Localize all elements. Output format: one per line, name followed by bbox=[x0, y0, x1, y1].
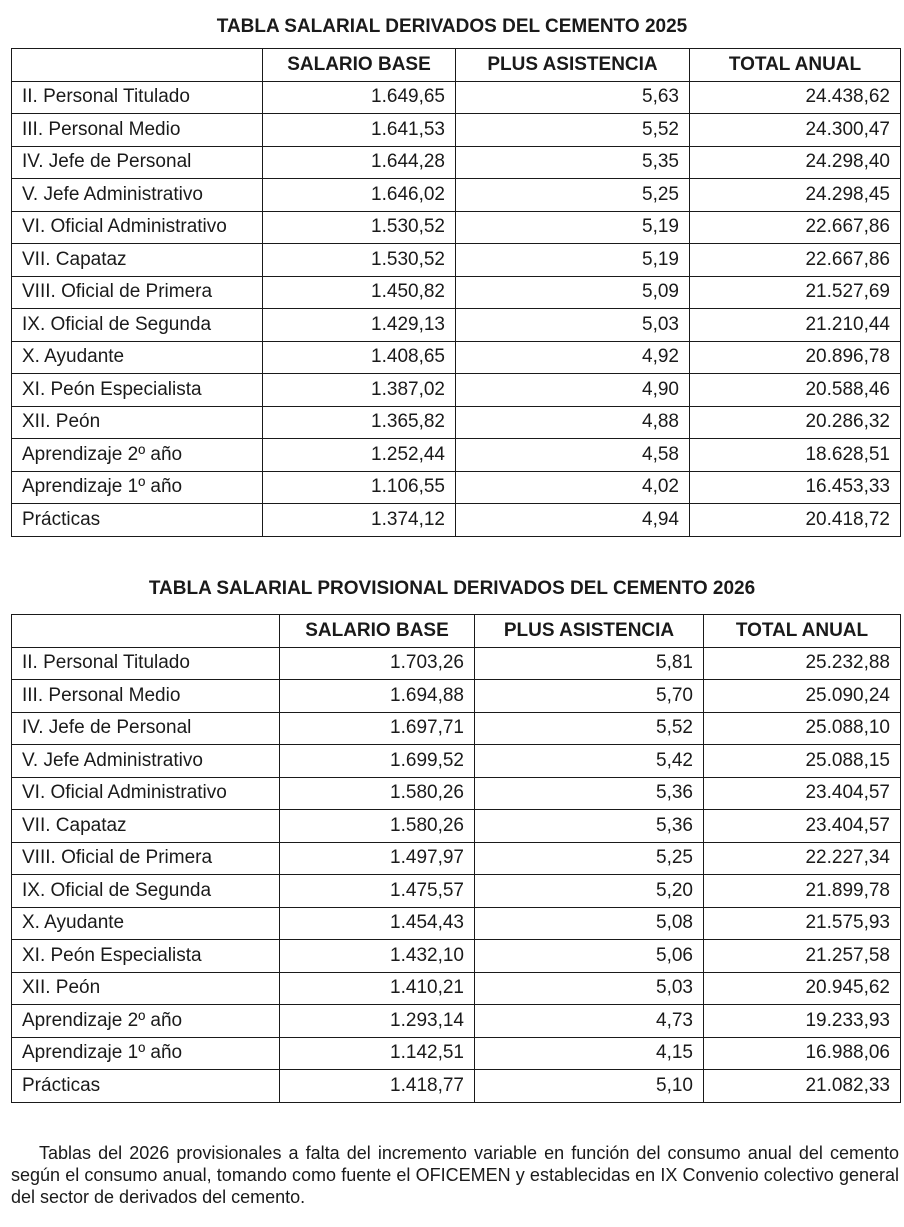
total-anual-cell: 24.298,45 bbox=[690, 179, 901, 212]
category-cell: XI. Peón Especialista bbox=[12, 940, 280, 973]
category-cell: X. Ayudante bbox=[12, 907, 280, 940]
salary-table-2025 bbox=[11, 48, 901, 537]
plus-asistencia-cell: 5,36 bbox=[475, 777, 704, 810]
salario-base-cell: 1.293,14 bbox=[280, 1005, 475, 1038]
category-cell: IV. Jefe de Personal bbox=[12, 146, 263, 179]
header-total-anual: TOTAL ANUAL bbox=[704, 615, 901, 648]
table-2025-title: TABLA SALARIAL DERIVADOS DEL CEMENTO 2025 bbox=[216, 16, 688, 37]
salario-base-cell: 1.410,21 bbox=[280, 972, 475, 1005]
category-cell: V. Jefe Administrativo bbox=[12, 745, 280, 778]
table-row bbox=[12, 745, 901, 778]
plus-asistencia-cell: 5,10 bbox=[475, 1070, 704, 1103]
category-cell: III. Personal Medio bbox=[12, 114, 263, 147]
salario-base-cell: 1.252,44 bbox=[263, 439, 456, 472]
total-anual-cell: 16.988,06 bbox=[704, 1037, 901, 1070]
salario-base-cell: 1.497,97 bbox=[280, 842, 475, 875]
category-cell: X. Ayudante bbox=[12, 341, 263, 374]
table-row bbox=[12, 940, 901, 973]
table-row bbox=[12, 1037, 901, 1070]
salario-base-cell: 1.454,43 bbox=[280, 907, 475, 940]
salario-base-cell: 1.450,82 bbox=[263, 276, 456, 309]
plus-asistencia-cell: 5,08 bbox=[475, 907, 704, 940]
category-cell: VII. Capataz bbox=[12, 810, 280, 843]
salario-base-cell: 1.418,77 bbox=[280, 1070, 475, 1103]
plus-asistencia-cell: 5,25 bbox=[456, 179, 690, 212]
table-2026-title: TABLA SALARIAL PROVISIONAL DERIVADOS DEL CEMENTO 2026 bbox=[148, 578, 756, 599]
category-cell: Prácticas bbox=[12, 1070, 280, 1103]
header-plus-asistencia: PLUS ASISTENCIA bbox=[475, 615, 704, 648]
table-row bbox=[12, 647, 901, 680]
total-anual-cell: 20.418,72 bbox=[690, 504, 901, 537]
category-cell: Prácticas bbox=[12, 504, 263, 537]
category-cell: IV. Jefe de Personal bbox=[12, 712, 280, 745]
plus-asistencia-cell: 5,81 bbox=[475, 647, 704, 680]
table-row bbox=[12, 1070, 901, 1103]
salario-base-cell: 1.580,26 bbox=[280, 777, 475, 810]
plus-asistencia-cell: 5,19 bbox=[456, 211, 690, 244]
total-anual-cell: 20.896,78 bbox=[690, 341, 901, 374]
plus-asistencia-cell: 5,35 bbox=[456, 146, 690, 179]
total-anual-cell: 16.453,33 bbox=[690, 471, 901, 504]
table-row bbox=[12, 114, 901, 147]
plus-asistencia-cell: 5,25 bbox=[475, 842, 704, 875]
table-row bbox=[12, 309, 901, 342]
total-anual-cell: 22.667,86 bbox=[690, 244, 901, 277]
plus-asistencia-cell: 4,58 bbox=[456, 439, 690, 472]
total-anual-cell: 23.404,57 bbox=[704, 777, 901, 810]
plus-asistencia-cell: 5,09 bbox=[456, 276, 690, 309]
salario-base-cell: 1.374,12 bbox=[263, 504, 456, 537]
plus-asistencia-cell: 5,19 bbox=[456, 244, 690, 277]
table-row bbox=[12, 842, 901, 875]
table-row bbox=[12, 146, 901, 179]
salario-base-cell: 1.649,65 bbox=[263, 81, 456, 114]
header-salario-base: SALARIO BASE bbox=[263, 49, 456, 82]
salary-table-2026 bbox=[11, 614, 901, 1103]
category-cell: VIII. Oficial de Primera bbox=[12, 842, 280, 875]
plus-asistencia-cell: 5,36 bbox=[475, 810, 704, 843]
table-header-row bbox=[12, 49, 901, 82]
plus-asistencia-cell: 4,90 bbox=[456, 374, 690, 407]
plus-asistencia-cell: 5,52 bbox=[456, 114, 690, 147]
salario-base-cell: 1.580,26 bbox=[280, 810, 475, 843]
total-anual-cell: 21.527,69 bbox=[690, 276, 901, 309]
table-header-row bbox=[12, 615, 901, 648]
total-anual-cell: 24.438,62 bbox=[690, 81, 901, 114]
total-anual-cell: 25.088,10 bbox=[704, 712, 901, 745]
salario-base-cell: 1.106,55 bbox=[263, 471, 456, 504]
salario-base-cell: 1.408,65 bbox=[263, 341, 456, 374]
category-cell: VII. Capataz bbox=[12, 244, 263, 277]
table-row bbox=[12, 504, 901, 537]
table-row bbox=[12, 680, 901, 713]
salario-base-cell: 1.142,51 bbox=[280, 1037, 475, 1070]
salario-base-cell: 1.694,88 bbox=[280, 680, 475, 713]
table-row bbox=[12, 276, 901, 309]
category-cell: II. Personal Titulado bbox=[12, 81, 263, 114]
plus-asistencia-cell: 4,94 bbox=[456, 504, 690, 537]
total-anual-cell: 20.945,62 bbox=[704, 972, 901, 1005]
plus-asistencia-cell: 5,70 bbox=[475, 680, 704, 713]
salario-base-cell: 1.530,52 bbox=[263, 244, 456, 277]
header-total-anual: TOTAL ANUAL bbox=[690, 49, 901, 82]
total-anual-cell: 21.210,44 bbox=[690, 309, 901, 342]
total-anual-cell: 25.088,15 bbox=[704, 745, 901, 778]
plus-asistencia-cell: 4,92 bbox=[456, 341, 690, 374]
category-cell: Aprendizaje 2º año bbox=[12, 439, 263, 472]
salario-base-cell: 1.432,10 bbox=[280, 940, 475, 973]
total-anual-cell: 25.232,88 bbox=[704, 647, 901, 680]
plus-asistencia-cell: 5,03 bbox=[475, 972, 704, 1005]
plus-asistencia-cell: 5,20 bbox=[475, 875, 704, 908]
plus-asistencia-cell: 4,15 bbox=[475, 1037, 704, 1070]
category-cell: VIII. Oficial de Primera bbox=[12, 276, 263, 309]
category-cell: VI. Oficial Administrativo bbox=[12, 777, 280, 810]
total-anual-cell: 25.090,24 bbox=[704, 680, 901, 713]
total-anual-cell: 21.257,58 bbox=[704, 940, 901, 973]
table-row bbox=[12, 244, 901, 277]
table-row bbox=[12, 81, 901, 114]
table-row bbox=[12, 179, 901, 212]
plus-asistencia-cell: 5,03 bbox=[456, 309, 690, 342]
total-anual-cell: 21.082,33 bbox=[704, 1070, 901, 1103]
table-row bbox=[12, 374, 901, 407]
salario-base-cell: 1.646,02 bbox=[263, 179, 456, 212]
table-row bbox=[12, 875, 901, 908]
salario-base-cell: 1.641,53 bbox=[263, 114, 456, 147]
table-row bbox=[12, 777, 901, 810]
salario-base-cell: 1.699,52 bbox=[280, 745, 475, 778]
total-anual-cell: 21.899,78 bbox=[704, 875, 901, 908]
plus-asistencia-cell: 5,52 bbox=[475, 712, 704, 745]
plus-asistencia-cell: 4,02 bbox=[456, 471, 690, 504]
category-cell: IX. Oficial de Segunda bbox=[12, 875, 280, 908]
table-row bbox=[12, 712, 901, 745]
total-anual-cell: 21.575,93 bbox=[704, 907, 901, 940]
total-anual-cell: 20.588,46 bbox=[690, 374, 901, 407]
plus-asistencia-cell: 5,42 bbox=[475, 745, 704, 778]
header-category bbox=[12, 615, 280, 648]
total-anual-cell: 22.667,86 bbox=[690, 211, 901, 244]
salario-base-cell: 1.475,57 bbox=[280, 875, 475, 908]
category-cell: Aprendizaje 1º año bbox=[12, 471, 263, 504]
table-row bbox=[12, 972, 901, 1005]
total-anual-cell: 23.404,57 bbox=[704, 810, 901, 843]
total-anual-cell: 20.286,32 bbox=[690, 406, 901, 439]
table-body bbox=[12, 647, 901, 1102]
salario-base-cell: 1.429,13 bbox=[263, 309, 456, 342]
footnote: Tablas del 2026 provisionales a falta del incremento variable en función del consumo anual del cemento según el consumo anual, tomando como fuente el OFICEMEN y establecidas en IX Convenio colectivo general del sector de derivados del cemento. bbox=[11, 1143, 899, 1207]
salario-base-cell: 1.365,82 bbox=[263, 406, 456, 439]
total-anual-cell: 24.300,47 bbox=[690, 114, 901, 147]
category-cell: II. Personal Titulado bbox=[12, 647, 280, 680]
table-row bbox=[12, 439, 901, 472]
total-anual-cell: 18.628,51 bbox=[690, 439, 901, 472]
table-body bbox=[12, 81, 901, 536]
total-anual-cell: 24.298,40 bbox=[690, 146, 901, 179]
table-row bbox=[12, 341, 901, 374]
category-cell: Aprendizaje 2º año bbox=[12, 1005, 280, 1038]
table-row bbox=[12, 810, 901, 843]
total-anual-cell: 22.227,34 bbox=[704, 842, 901, 875]
salario-base-cell: 1.530,52 bbox=[263, 211, 456, 244]
category-cell: Aprendizaje 1º año bbox=[12, 1037, 280, 1070]
category-cell: VI. Oficial Administrativo bbox=[12, 211, 263, 244]
header-salario-base: SALARIO BASE bbox=[280, 615, 475, 648]
salario-base-cell: 1.697,71 bbox=[280, 712, 475, 745]
plus-asistencia-cell: 4,73 bbox=[475, 1005, 704, 1038]
salario-base-cell: 1.703,26 bbox=[280, 647, 475, 680]
header-category bbox=[12, 49, 263, 82]
table-row bbox=[12, 211, 901, 244]
plus-asistencia-cell: 4,88 bbox=[456, 406, 690, 439]
table-row bbox=[12, 406, 901, 439]
category-cell: IX. Oficial de Segunda bbox=[12, 309, 263, 342]
category-cell: XI. Peón Especialista bbox=[12, 374, 263, 407]
plus-asistencia-cell: 5,06 bbox=[475, 940, 704, 973]
plus-asistencia-cell: 5,63 bbox=[456, 81, 690, 114]
header-plus-asistencia: PLUS ASISTENCIA bbox=[456, 49, 690, 82]
salario-base-cell: 1.644,28 bbox=[263, 146, 456, 179]
category-cell: XII. Peón bbox=[12, 406, 263, 439]
category-cell: III. Personal Medio bbox=[12, 680, 280, 713]
table-row bbox=[12, 907, 901, 940]
table-row bbox=[12, 1005, 901, 1038]
category-cell: V. Jefe Administrativo bbox=[12, 179, 263, 212]
total-anual-cell: 19.233,93 bbox=[704, 1005, 901, 1038]
table-row bbox=[12, 471, 901, 504]
salario-base-cell: 1.387,02 bbox=[263, 374, 456, 407]
category-cell: XII. Peón bbox=[12, 972, 280, 1005]
